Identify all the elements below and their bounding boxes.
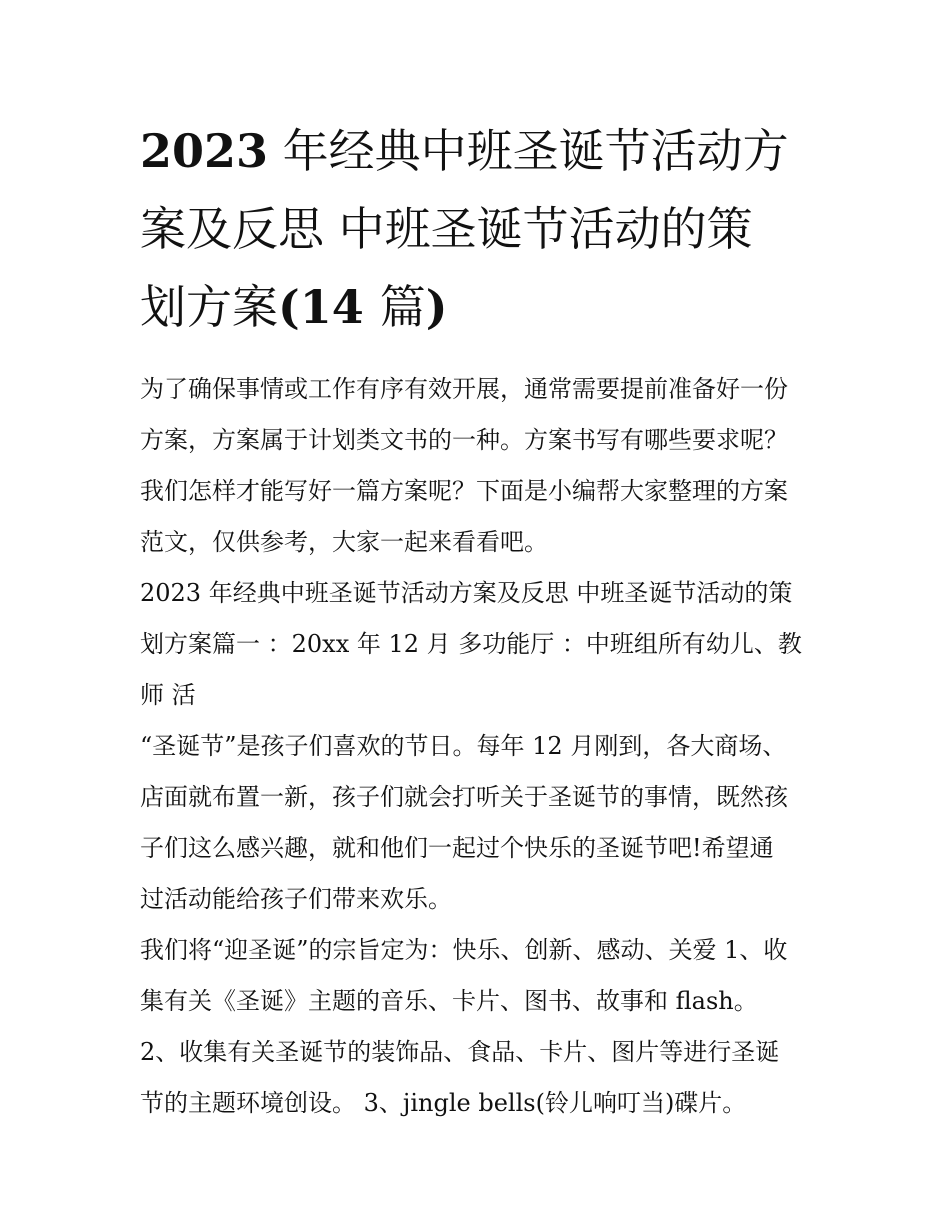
document-body xyxy=(140,364,820,1129)
paragraph-line: 我们将“迎圣诞”的宗旨定为：快乐、创新、感动、关爱 1、收 xyxy=(140,936,788,964)
paragraph-line: 方案，方案属于计划类文书的一种。方案书写有哪些要求呢？ xyxy=(140,426,788,454)
paragraph-line: 为了确保事情或工作有序有效开展，通常需要提前准备好一份 xyxy=(140,375,788,403)
paragraph-line: 2023 年经典中班圣诞节活动方案及反思 中班圣诞节活动的策 xyxy=(140,579,793,607)
title-year: 2023 xyxy=(140,124,269,178)
paragraph-line: 2、收集有关圣诞节的装饰品、食品、卡片、图片等进行圣诞 xyxy=(140,1038,780,1066)
paragraph-preparation xyxy=(140,1027,820,1129)
paragraph-line: “圣诞节”是孩子们喜欢的节日。每年 12 月刚到，各大商场、 xyxy=(140,732,787,760)
document-page xyxy=(140,112,820,1129)
paragraph-line: 节的主题环境创设。 3、jingle bells(铃儿响叮当)碟片。 xyxy=(140,1089,747,1117)
paragraph-line: 子们这么感兴趣，就和他们一起过个快乐的圣诞节吧!希望通 xyxy=(140,834,774,862)
paragraph-line: 划方案篇一 ：20xx 年 12 月 多功能厅 ：中班组所有幼儿、教 xyxy=(140,630,802,658)
paragraph-line: 师 活 xyxy=(140,681,196,709)
paragraph-section-heading xyxy=(140,568,820,721)
title-line-3-text: 划方案 xyxy=(140,280,278,334)
paragraph-purpose xyxy=(140,925,820,1027)
title-count: (14 xyxy=(278,280,380,334)
title-count-unit: 篇 xyxy=(379,280,426,334)
document-title xyxy=(140,112,820,346)
title-line-2: 案及反思 中班圣诞节活动的策 xyxy=(140,202,753,256)
paragraph-intro xyxy=(140,364,820,568)
paragraph-line: 范文，仅供参考，大家一起来看看吧。 xyxy=(140,528,548,556)
title-close-paren: ) xyxy=(425,280,448,334)
title-line-1 xyxy=(140,112,820,190)
title-line-1-text: 年经典中班圣诞节活动方 xyxy=(268,124,789,178)
paragraph-line: 过活动能给孩子们带来欢乐。 xyxy=(140,885,452,913)
title-line-3 xyxy=(140,268,820,346)
paragraph-line: 集有关《圣诞》主题的音乐、卡片、图书、故事和 flash。 xyxy=(140,987,758,1015)
paragraph-line: 店面就布置一新，孩子们就会打听关于圣诞节的事情，既然孩 xyxy=(140,783,788,811)
paragraph-background xyxy=(140,721,820,925)
paragraph-line: 我们怎样才能写好一篇方案呢？下面是小编帮大家整理的方案 xyxy=(140,477,788,505)
